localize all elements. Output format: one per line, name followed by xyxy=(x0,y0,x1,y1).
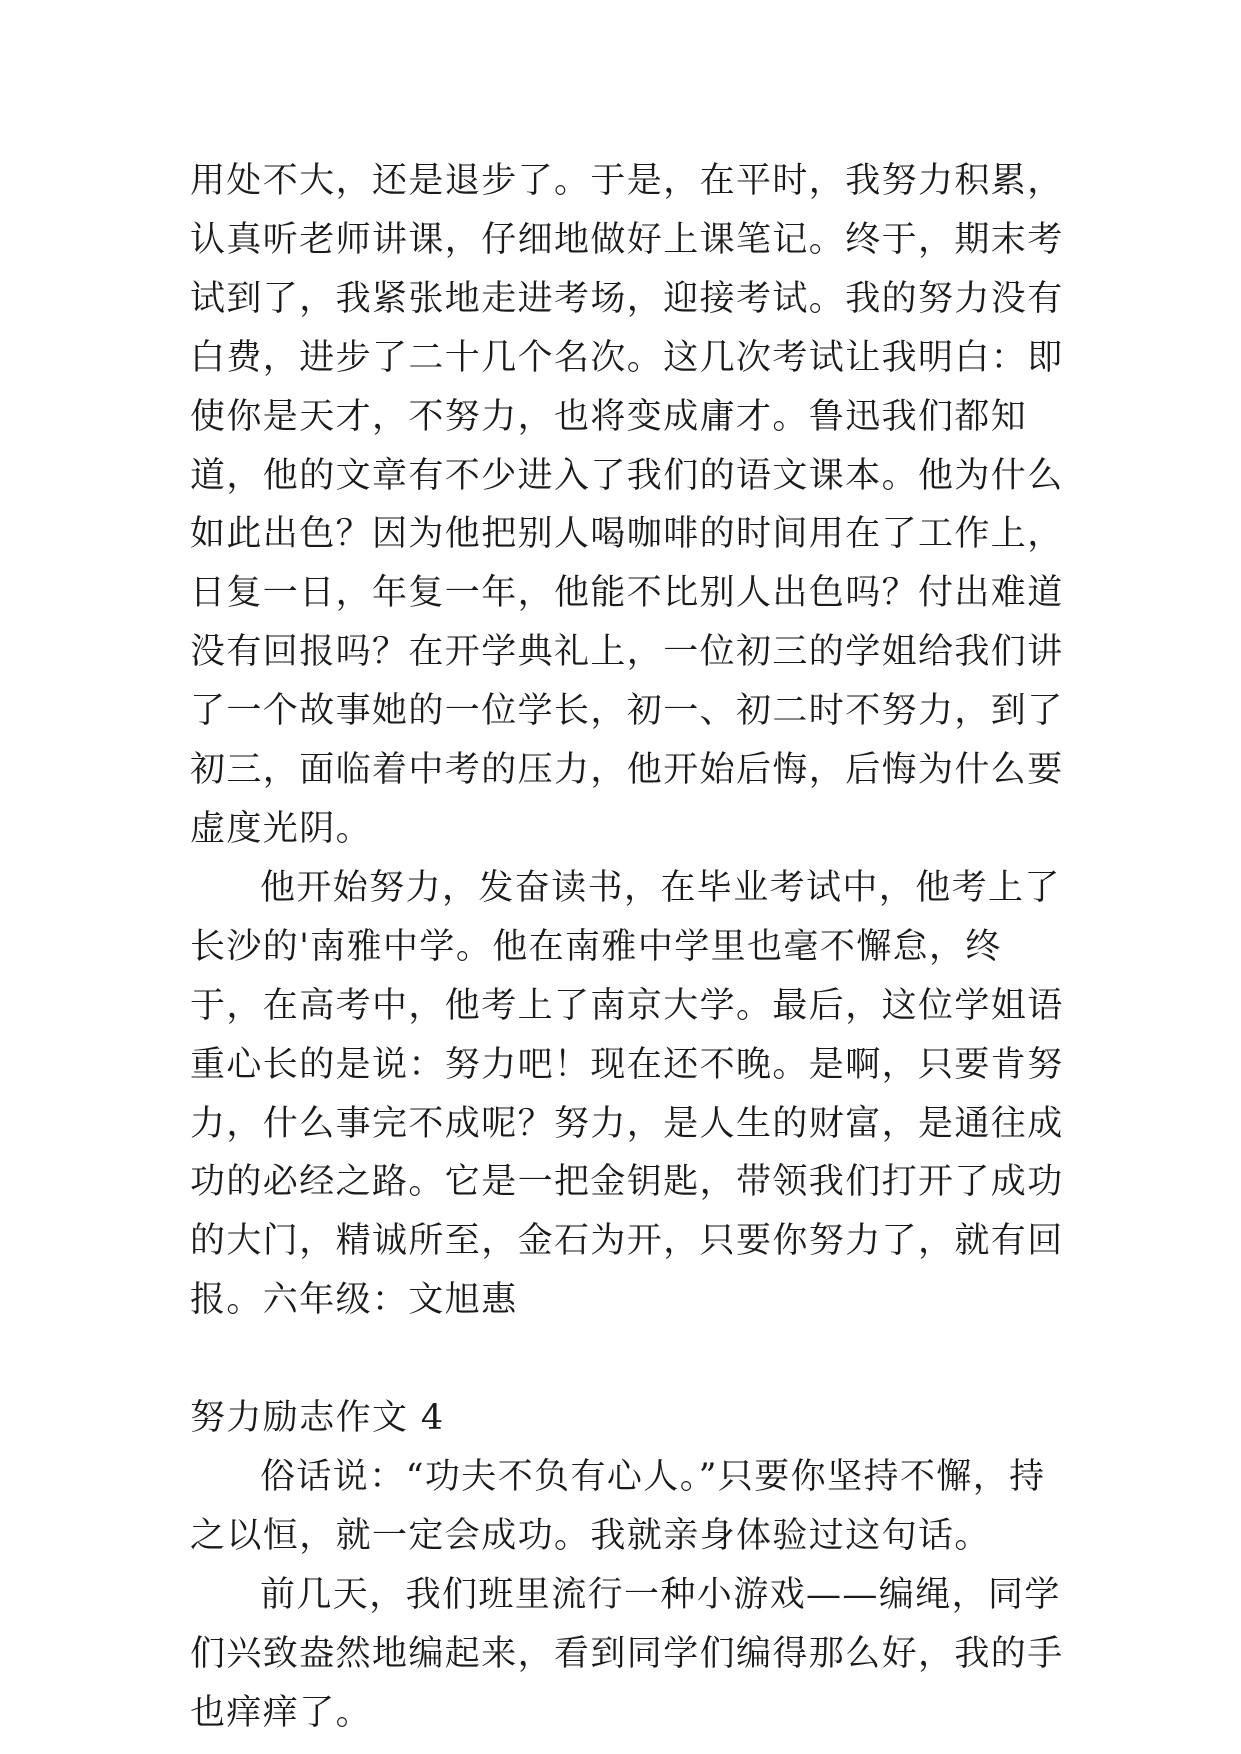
section-spacer xyxy=(190,1330,1070,1389)
body-paragraph: 用处不大，还是退步了。于是，在平时，我努力积累，认真听老师讲课，仔细地做好上课笔记。终于，期末考试到了，我紧张地走进考场，迎接考试。我的努力没有白费，进步了二十几个名次。这几次考试让我明白：即使你是天才，不努力，也将变成庸才。鲁迅我们都知道，他的文章有不少进入了我们的语文课本。他为什么如此出色？因为他把别人喝咖啡的时间用在了工作上，日复一日，年复一年，他能不比别人出色吗？付出难道没有回报吗？在开学典礼上，一位初三的学姐给我们讲了一个故事她的一位学长，初一、初二时不努力，到了初三，面临着中考的压力，他开始后悔，后悔为什么要虚度光阴。 xyxy=(190,161,1064,849)
body-paragraph: 前几天，我们班里流行一种小游戏——编绳，同学们兴致盎然地编起来，看到同学们编得那么好，我的手也痒痒了。 xyxy=(190,1574,1064,1733)
body-paragraph: 他开始努力，发奋读书，在毕业考试中，他考上了长沙的'南雅中学。他在南雅中学里也毫不懈怠，终于，在高考中，他考上了南京大学。最后，这位学姐语重心长的是说：努力吧！现在还不晚。是啊，只要肯努力，什么事完不成呢？努力，是人生的财富，是通往成功的必经之路。它是一把金钥匙，带领我们打开了成功的大门，精诚所至，金石为开，只要你努力了，就有回报。六年级：文旭惠 xyxy=(190,867,1064,1321)
section-heading: 努力励志作文 4 xyxy=(190,1398,445,1439)
document-body xyxy=(190,152,1070,1742)
body-paragraph: 俗话说：“功夫不负有心人。”只要你坚持不懈，持之以恒，就一定会成功。我就亲身体验过这句话。 xyxy=(190,1456,1046,1556)
